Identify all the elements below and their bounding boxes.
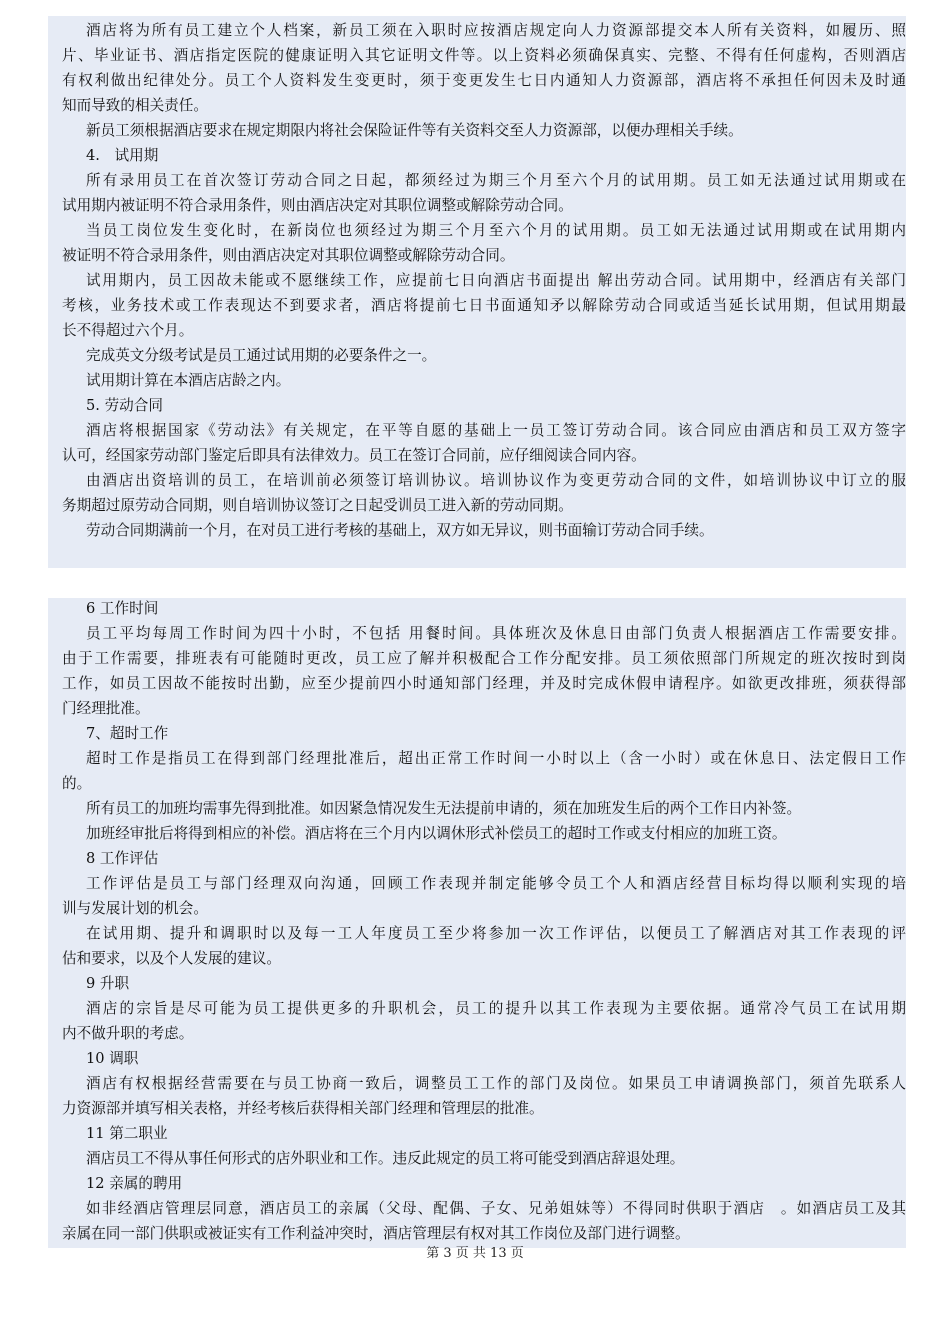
paragraph-line: 劳动合同期满前一个月，在对员工进行考核的基础上，双方如无异议，则书面输订劳动合同手续。 xyxy=(86,522,714,539)
paragraph-line: 酒店的宗旨是尽可能为员工提供更多的升职机会，员工的提升以其工作表现为主要依据。通常冷气员工在试用期 xyxy=(86,1000,906,1017)
paragraph-line: 酒店有权根据经营需要在与员工协商一致后，调整员工工作的部门及岗位。如果员工申请调换部门，须首先联系人 xyxy=(86,1075,906,1092)
paragraph-line: 认可，经国家劳动部门鉴定后即具有法律效力。员工在签订合同前，应仔细阅读合同内容。 xyxy=(62,447,646,464)
section-heading: 5. 劳动合同 xyxy=(86,397,163,414)
paragraph-line: 务期超过原劳动合同期，则自培训协议签订之日起受训员工进入新的劳动同期。 xyxy=(62,497,573,514)
paragraph-line: 如非经酒店管理层同意，酒店员工的亲属（父母、配偶、子女、兄弟姐妹等）不得同时供职于酒店 。如酒店员工及其 xyxy=(86,1200,906,1217)
paragraph-line: 所有录用员工在首次签订劳动合同之日起，都须经过为期三个月至六个月的试用期。员工如无法通过试用期或在 xyxy=(86,172,906,189)
section-heading: 10 调职 xyxy=(86,1050,139,1067)
paragraph-line: 知而导致的相关责任。 xyxy=(62,97,208,114)
paragraph-line: 试用期内，员工因故未能或不愿继续工作，应提前七日向酒店书面提出 解出劳动合同。试用期中，经酒店有关部门 xyxy=(86,272,906,289)
paragraph-line: 有权利做出纪律处分。员工个人资料发生变更时，须于变更发生七日内通知人力资源部，酒店将不承担任何因未及时通 xyxy=(62,72,906,89)
paragraph-line: 由酒店出资培训的员工，在培训前必须签订培训协议。培训协议作为变更劳动合同的文件，如培训协议中订立的服 xyxy=(86,472,906,489)
paragraph-line: 门经理批准。 xyxy=(62,700,150,717)
paragraph-line: 酒店将为所有员工建立个人档案，新员工须在入职时应按酒店规定向人力资源部提交本人所有关资料，如履历、照 xyxy=(86,22,906,39)
paragraph-line: 训与发展计划的机会。 xyxy=(62,900,208,917)
paragraph-line: 超时工作是指员工在得到部门经理批准后，超出正常工作时间一小时以上（含一小时）或在休息日、法定假日工作 xyxy=(86,750,906,767)
section-heading: 8 工作评估 xyxy=(86,850,159,867)
paragraph-line: 考核，业务技术或工作表现达不到要求者，酒店将提前七日书面通知矛以解除劳动合同或适当延长试用期，但试用期最 xyxy=(62,297,906,314)
paragraph-line: 试用期计算在本酒店店龄之内。 xyxy=(86,372,291,389)
paragraph-line: 酒店员工不得从事任何形式的店外职业和工作。违反此规定的员工将可能受到酒店辞退处理。 xyxy=(86,1150,685,1167)
paragraph-line: 所有员工的加班均需事先得到批准。如因紧急情况发生无法提前申请的，须在加班发生后的两个工作日内补签。 xyxy=(86,800,802,817)
paragraph-line: 完成英文分级考试是员工通过试用期的必要条件之一。 xyxy=(86,347,437,364)
paragraph-line: 试用期内被证明不符合录用条件，则由酒店决定对其职位调整或解除劳动合同。 xyxy=(62,197,573,214)
paragraph-line: 长不得超过六个月。 xyxy=(62,322,194,339)
paragraph-line: 工作评估是员工与部门经理双向沟通，回顾工作表现并制定能够令员工个人和酒店经营目标均得以顺利实现的培 xyxy=(86,875,906,892)
paragraph-line: 力资源部并填写相关表格，并经考核后获得相关部门经理和管理层的批准。 xyxy=(62,1100,544,1117)
section-heading: 11 第二职业 xyxy=(86,1125,168,1142)
paragraph-line: 亲属在同一部门供职或被证实有工作利益冲突时，酒店管理层有权对其工作岗位及部门进行调整。 xyxy=(62,1225,690,1242)
paragraph-line: 估和要求，以及个人发展的建议。 xyxy=(62,950,281,967)
paragraph-line: 的。 xyxy=(62,775,92,792)
section-heading: 4. 试用期 xyxy=(86,147,159,164)
paragraph-line: 内不做升职的考虑。 xyxy=(62,1025,194,1042)
paragraph-line: 酒店将根据国家《劳动法》有关规定，在平等自愿的基础上一员工签订劳动合同。该合同应由酒店和员工双方签字 xyxy=(86,422,906,439)
section-heading: 6 工作时间 xyxy=(86,600,159,617)
paragraph-line: 由于工作需要，排班表有可能随时更改，员工应了解并积极配合工作分配安排。员工须依照部门所规定的班次按时到岗 xyxy=(62,650,906,667)
section-heading: 7、超时工作 xyxy=(86,725,169,742)
paragraph-line: 新员工须根据酒店要求在规定期限内将社会保险证件等有关资料交至人力资源部，以便办理相关手续。 xyxy=(86,122,743,139)
paragraph-line: 当员工岗位发生变化时，在新岗位也须经过为期三个月至六个月的试用期。员工如无法通过试用期或在试用期内 xyxy=(86,222,906,239)
paragraph-line: 工作，如员工因故不能按时出勤，应至少提前四小时通知部门经理，并及时完成休假申请程序。如欲更改排班，须获得部 xyxy=(62,675,906,692)
paragraph-line: 加班经审批后将得到相应的补偿。酒店将在三个月内以调休形式补偿员工的超时工作或支付相应的加班工资。 xyxy=(86,825,787,842)
paragraph-line: 员工平均每周工作时间为四十小时，不包括 用餐时间。具体班次及休息日由部门负责人根据酒店工作需要安排。 xyxy=(86,625,906,642)
paragraph-line: 片、毕业证书、酒店指定医院的健康证明入其它证明文件等。以上资料必须确保真实、完整、不得有任何虚构，否则酒店 xyxy=(62,47,906,64)
page-number: 第 3 页 共 13 页 xyxy=(426,1246,524,1261)
section-heading: 12 亲属的聘用 xyxy=(86,1175,183,1192)
paragraph-line: 在试用期、提升和调职时以及每一工人年度员工至少将参加一次工作评估，以便员工了解酒店对其工作表现的评 xyxy=(86,925,906,942)
section-heading: 9 升职 xyxy=(86,975,130,992)
paragraph-line: 被证明不符合录用条件，则由酒店决定对其职位调整或解除劳动合同。 xyxy=(62,247,515,264)
